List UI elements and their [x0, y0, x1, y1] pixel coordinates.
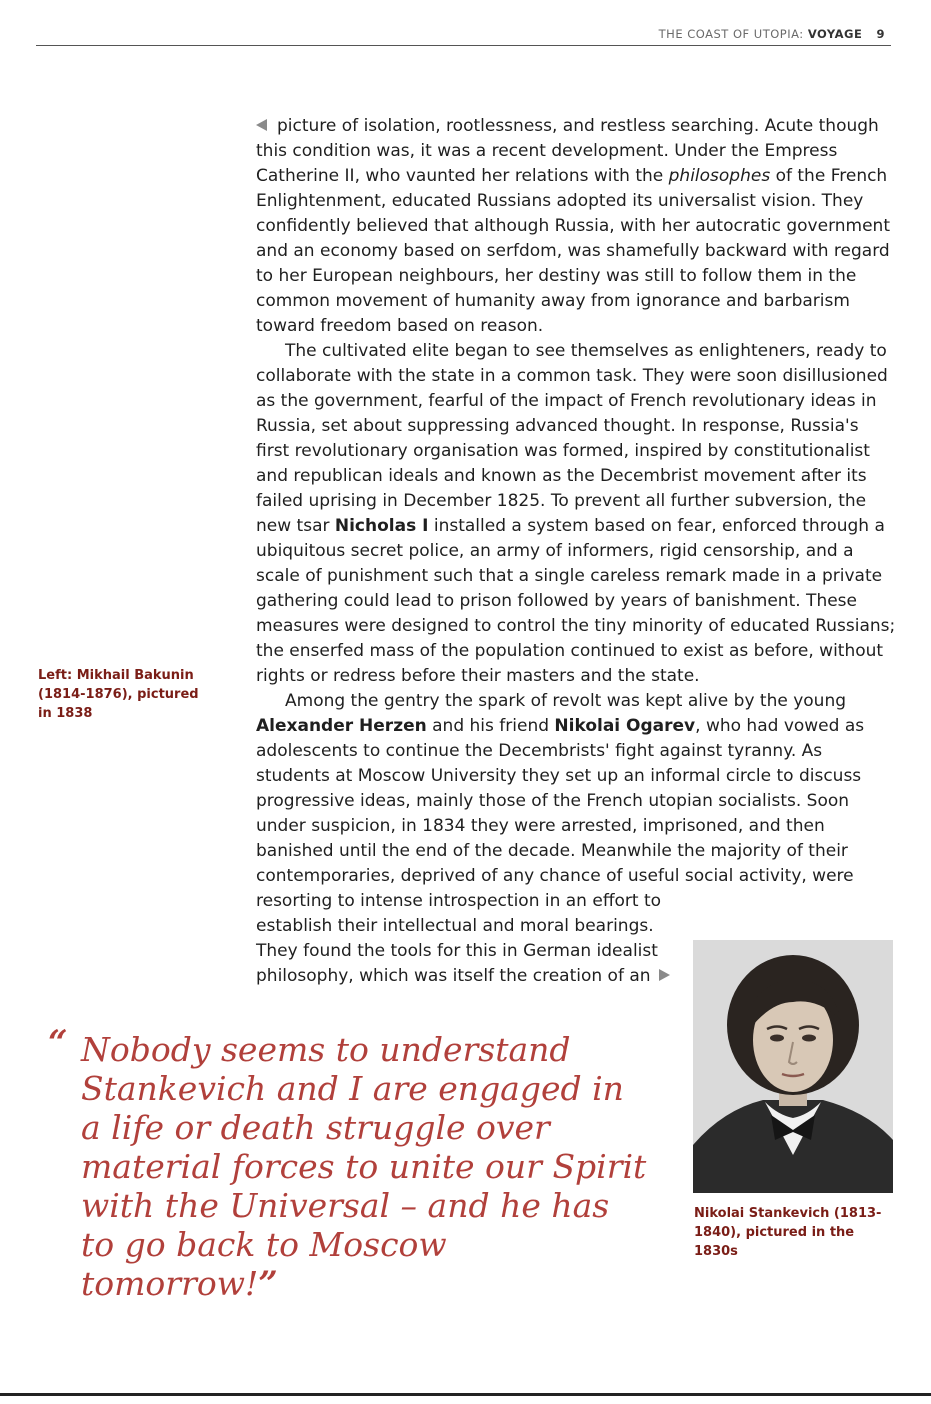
pull-quote-text: Nobody seems to understand Stankevich and I are engaged in a life or death struggle over material forces to unite our Spirit with the Universal – and he has to go back to Moscow tomorrow! [81, 1030, 647, 1303]
continued-from-arrow-icon [256, 119, 267, 131]
paragraph-1: picture of isolation, rootlessness, and restless searching. Acute though this condition was, it was a recent development. Under the Empress Catherine II, who vaunted her relations with the philosophes of the French Enlightenment, educated Russians adopted its universalist vision. They confidently believed that although Russia, with her autocratic government and an economy based on serfdom, was shamefully backward with regard to her European neighbours, her destiny was still to follow them in the common movement of humanity away from ignorance and barbarism toward freedom based on reason. [256, 116, 890, 336]
stankevich-portrait [693, 940, 893, 1193]
caption-bakunin: Left: Mikhail Bakunin (1814-1876), pictured in 1838 [38, 668, 199, 721]
page-number: 9 [876, 27, 885, 41]
running-header [659, 27, 885, 41]
caption-stankevich: Nikolai Stankevich (1813-1840), pictured in the 1830s [694, 1206, 882, 1259]
running-title: THE COAST OF UTOPIA: [658, 27, 804, 41]
close-quote-mark: ” [258, 1264, 278, 1304]
section-label: VOYAGE [807, 27, 863, 41]
paragraph-3: Among the gentry the spark of revolt was kept alive by the young Alexander Herzen and his friend Nikolai Ogarev, who had vowed as adolescents to continue the Decembrists' fight against tyranny. As students at Moscow University they set up an informal circle to discuss progressive ideas, mainly those of the French utopian socialists. Soon under suspicion, in 1834 they were arrested, imprisoned, and then banished until the end of the decade. Meanwhile the majority of their contemporaries, deprived of any chance of useful social activity, were [256, 691, 865, 886]
paragraph-2: The cultivated elite began to see themselves as enlighteners, ready to collaborate with the state in a common task. They were soon disillusioned as the government, fearful of the impact of French revolutionary ideas in Russia, set about suppressing advanced thought. In response, Russia's first revolutionary organisation was formed, inspired by constitutionalist and republican ideals and known as the Decembrist movement after its failed uprising in December 1825. To prevent all further subversion, the new tsar Nicholas I installed a system based on fear, enforced through a ubiquitous secret police, an army of informers, rigid censorship, and a scale of punishment such that a single careless remark made in a private gathering could lead to prison followed by years of banishment. These measures were designed to control the tiny minority of educated Russians; the enserfed mass of the population continued to exist as before, without rights or redress before their masters and the state. [256, 341, 896, 686]
pull-quote [48, 1023, 648, 1304]
footer-rule [0, 1393, 931, 1396]
header-rule [36, 45, 891, 46]
article-body [256, 114, 896, 989]
continued-on-arrow-icon [659, 969, 670, 981]
open-quote-mark: “ [48, 1023, 68, 1063]
paragraph-3-continued: resorting to intense introspection in an effort to establish their intellectual and moral bearings. They found the tools for this in German idealist philosophy, which was itself the creation of an [256, 889, 676, 989]
